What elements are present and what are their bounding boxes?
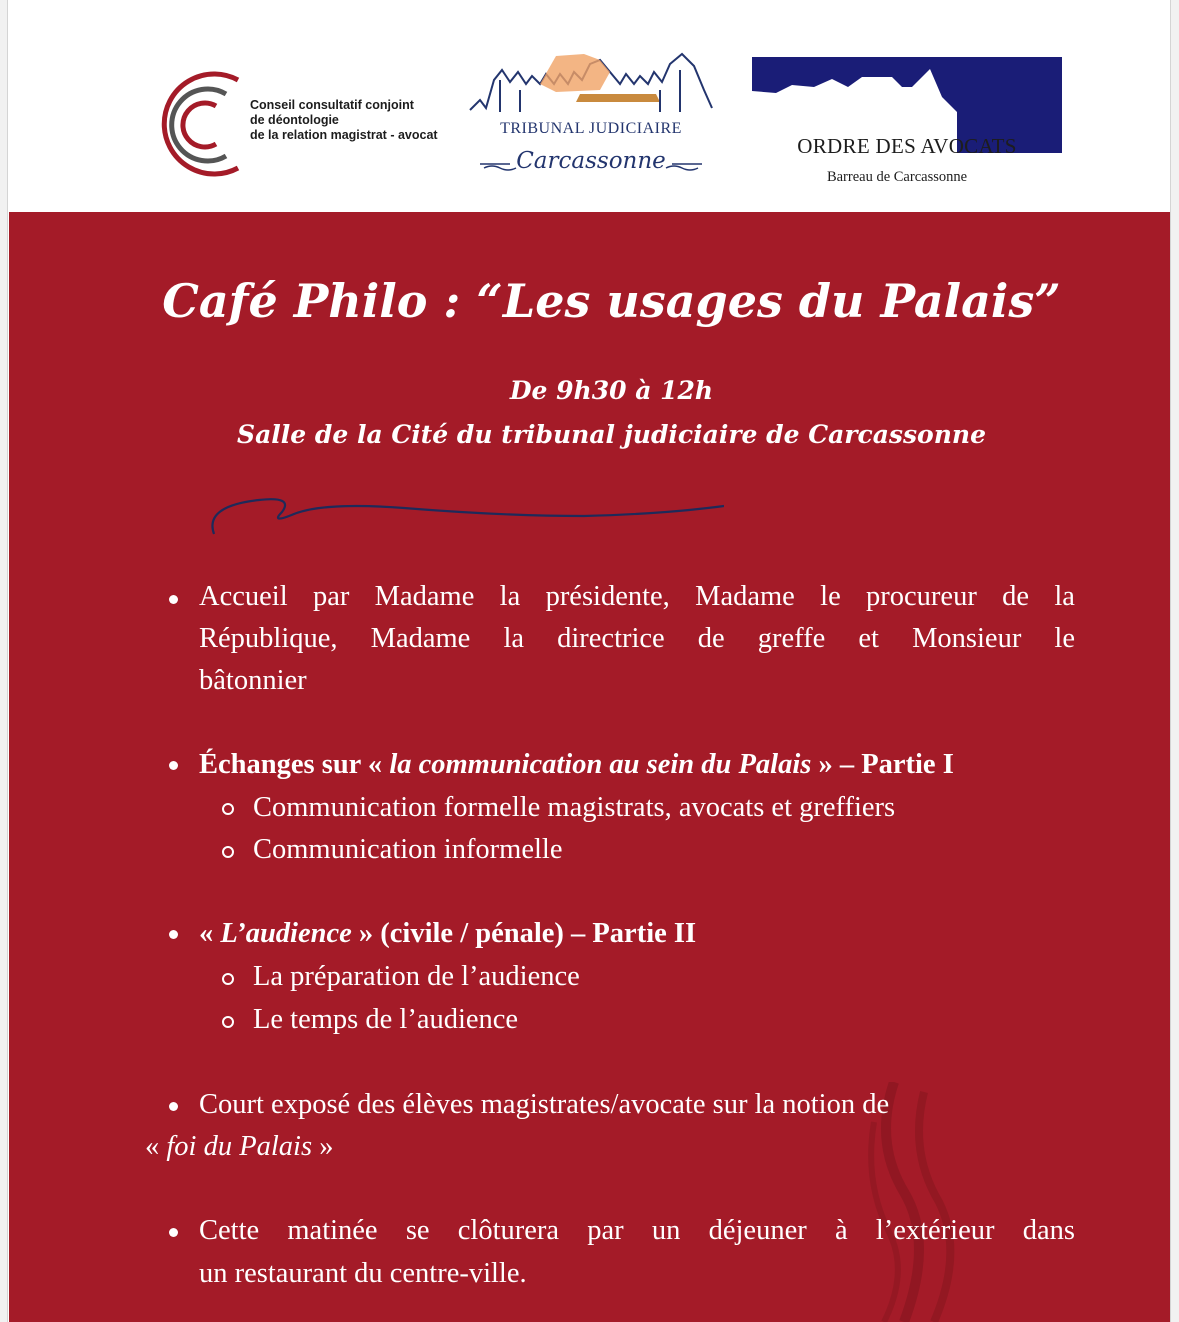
word: clôturera <box>457 1215 560 1246</box>
word: à <box>834 1215 848 1246</box>
word: le <box>1054 623 1075 654</box>
tribunal-logo <box>460 50 722 190</box>
bullet-icon <box>169 595 178 604</box>
agenda-welcome-line2 <box>199 622 1075 656</box>
tribunal-logo-title: TRIBUNAL JUDICIAIRE <box>500 120 682 137</box>
sub-bullet-icon <box>222 846 234 858</box>
ccc-logo-line: de déontologie <box>250 113 339 127</box>
word: présidente, <box>545 581 670 612</box>
word: République, <box>199 623 338 654</box>
ordre-avocats-subtitle: Barreau de Carcassonne <box>826 169 968 185</box>
word: se <box>405 1215 430 1246</box>
flourish-divider-icon <box>204 494 724 542</box>
expose-close-quote: » <box>319 1131 334 1162</box>
word: greffe <box>757 623 826 654</box>
part1-topic: la communication au sein du Palais <box>389 749 812 780</box>
agenda-part2-heading <box>199 917 696 951</box>
agenda-expose-line2 <box>145 1130 333 1164</box>
agenda-closing-line1 <box>199 1214 1075 1248</box>
event-banner <box>9 212 1170 1322</box>
ccc-emblem-icon <box>146 66 246 186</box>
agenda-part1-subitem: Communication informelle <box>253 834 563 865</box>
expose-topic: foi du Palais <box>166 1131 313 1162</box>
word: Madame <box>695 581 795 612</box>
event-time: De 9h30 à 12h <box>509 376 714 405</box>
ccc-logo-line: Conseil consultatif conjoint <box>250 98 414 112</box>
expose-open-quote: « <box>145 1131 160 1162</box>
ccc-logo-line: de la relation magistrat - avocat <box>250 128 438 142</box>
ordre-avocats-title: ORDRE DES AVOCATS <box>797 134 1017 158</box>
agenda-welcome-line3: bâtonnier <box>199 665 307 696</box>
sub-bullet-icon <box>222 973 234 985</box>
agenda-part2-subitem: Le temps de l’audience <box>253 1004 519 1035</box>
agenda-part2-subitem: La préparation de l’audience <box>253 961 580 992</box>
agenda-part1-heading <box>199 748 954 782</box>
word: de <box>697 623 725 654</box>
bullet-icon <box>169 1102 178 1111</box>
word: déjeuner <box>708 1215 807 1246</box>
bullet-icon <box>169 1228 178 1237</box>
word: Cette <box>199 1215 260 1246</box>
word: Accueil <box>199 581 288 612</box>
castle-icon <box>460 50 722 120</box>
bullet-icon <box>169 930 178 939</box>
bullet-icon <box>169 761 178 770</box>
word: l’extérieur <box>875 1215 995 1246</box>
word: un <box>651 1215 681 1246</box>
word: et <box>858 623 879 654</box>
word: procureur <box>866 581 977 612</box>
agenda-welcome-line1 <box>199 580 1075 614</box>
word: directrice <box>557 623 665 654</box>
sub-bullet-icon <box>222 1016 234 1028</box>
word: Madame <box>374 581 475 612</box>
page-edge-right <box>1170 0 1179 1322</box>
agenda-expose-line1: Court exposé des élèves magistrates/avocate sur la notion de <box>199 1089 890 1120</box>
word: Madame <box>370 623 471 654</box>
word: la <box>1054 581 1075 612</box>
word: de <box>1002 581 1030 612</box>
word: Monsieur <box>912 623 1022 654</box>
part2-topic: L’audience <box>220 918 352 949</box>
word: le <box>820 581 841 612</box>
word: par <box>587 1215 624 1246</box>
part1-suffix: » – Partie I <box>818 749 954 780</box>
part1-prefix: Échanges sur « <box>199 749 383 780</box>
word: dans <box>1022 1215 1075 1246</box>
agenda-part1-subitem: Communication formelle magistrats, avocats et greffiers <box>253 792 896 823</box>
sub-bullet-icon <box>222 803 234 815</box>
ordre-avocats-logo <box>752 57 1062 192</box>
word: la <box>503 623 525 654</box>
word: la <box>499 581 521 612</box>
event-title: Café Philo : “Les usages du Palais” <box>162 274 1061 328</box>
page-edge-left <box>0 0 8 1322</box>
part2-open: « <box>199 918 214 949</box>
part2-suffix: » (civile / pénale) – Partie II <box>358 918 697 949</box>
header-logos <box>9 0 1170 212</box>
agenda-closing-line2: un restaurant du centre-ville. <box>199 1258 527 1289</box>
ccc-logo-text <box>250 98 438 143</box>
ccc-logo <box>146 66 456 186</box>
tribunal-logo-city: Carcassonne <box>516 148 666 174</box>
word: par <box>312 581 350 612</box>
event-venue: Salle de la Cité du tribunal judiciaire de Carcassonne <box>237 420 986 449</box>
word: matinée <box>287 1215 378 1246</box>
